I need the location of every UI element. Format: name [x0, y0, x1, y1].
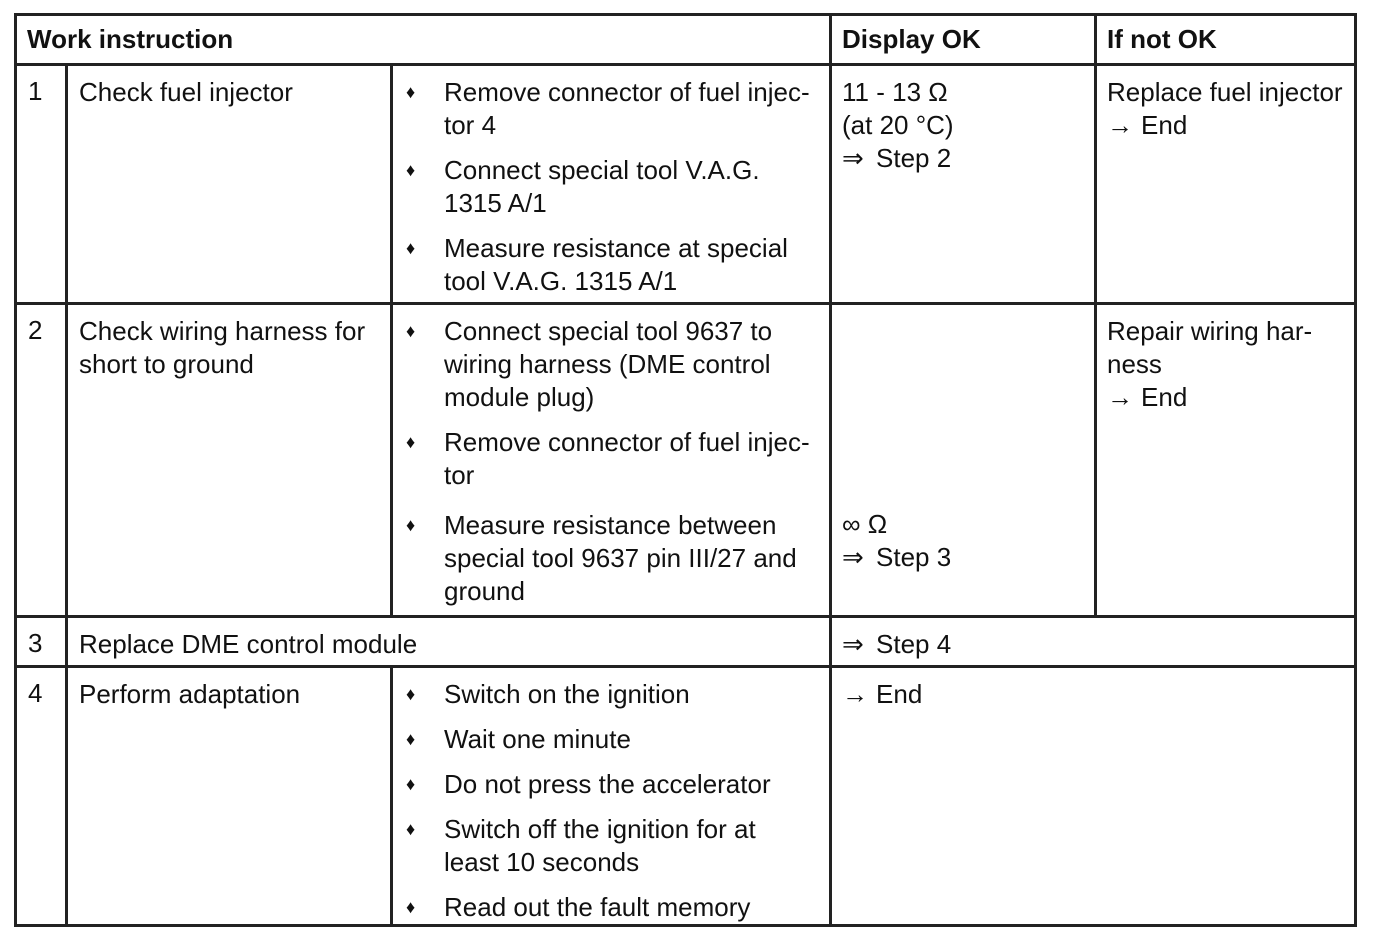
instruction-line: tor — [444, 460, 475, 491]
diamond-bullet-icon: ♦ — [406, 82, 416, 103]
next-step-label: Step 2 — [876, 143, 952, 174]
if-not-ok-action: Repair wiring har- — [1107, 316, 1313, 347]
instruction-line: tool V.A.G. 1315 A/1 — [444, 266, 678, 297]
display-ok-next — [842, 541, 1088, 574]
table-row-step-2 — [16, 304, 1356, 616]
instruction-item — [405, 813, 821, 879]
instruction-item — [405, 154, 821, 220]
header-display-ok: Display OK — [831, 15, 1096, 65]
display-ok-next — [842, 142, 1088, 175]
right-arrow-icon: → — [1107, 110, 1134, 141]
step-number: 4 — [16, 666, 67, 925]
instruction-line: special tool 9637 pin III/27 and — [444, 543, 797, 574]
display-ok-cell — [831, 65, 1096, 304]
instruction-line: Read out the fault memory — [444, 891, 751, 922]
instruction-line: least 10 seconds — [444, 846, 640, 877]
instruction-list — [405, 678, 821, 924]
end-label: End — [876, 678, 923, 709]
instruction-item — [405, 723, 821, 756]
instruction-item — [405, 426, 821, 492]
instruction-item — [405, 678, 821, 711]
if-not-ok-action: ness — [1107, 349, 1162, 380]
instruction-line: Do not press the accelerator — [444, 768, 771, 799]
instruction-line: Connect special tool 9637 to — [444, 316, 773, 347]
instruction-line: module plug) — [444, 382, 595, 413]
display-ok-condition: (at 20 °C) — [842, 110, 954, 141]
instruction-item — [405, 891, 821, 924]
step-number: 2 — [16, 304, 67, 616]
instruction-line: Measure resistance between — [444, 510, 777, 541]
diamond-bullet-icon: ♦ — [406, 160, 416, 181]
diamond-bullet-icon: ♦ — [406, 432, 416, 453]
if-not-ok-cell — [1096, 304, 1356, 616]
instruction-line: Connect special tool V.A.G. — [444, 155, 760, 186]
step-title-text: Check wiring harness for — [79, 316, 366, 347]
instruction-line: Measure resistance at special — [444, 233, 788, 264]
table-row-step-4 — [16, 666, 1356, 925]
header-work-instruction: Work instruction — [16, 15, 831, 65]
instruction-item — [405, 509, 821, 608]
double-arrow-icon: ⇒ — [842, 628, 864, 659]
instruction-line: Remove connector of fuel injec- — [444, 77, 810, 108]
display-ok-cell — [831, 304, 1096, 616]
step-title — [67, 616, 831, 666]
step-title-text: Perform adaptation — [79, 678, 301, 709]
instruction-item — [405, 76, 821, 142]
step-number: 3 — [16, 616, 67, 666]
if-not-ok-next — [1107, 109, 1348, 142]
diamond-bullet-icon: ♦ — [406, 238, 416, 259]
double-arrow-icon: ⇒ — [842, 143, 864, 174]
table-row-step-3 — [16, 616, 1356, 666]
display-ok-next — [842, 628, 1348, 661]
instruction-line: Switch off the ignition for at — [444, 813, 756, 844]
diamond-bullet-icon: ♦ — [406, 818, 416, 839]
header-if-not-ok: If not OK — [1096, 15, 1356, 65]
display-ok-next — [842, 678, 1348, 711]
step-instructions — [392, 304, 831, 616]
if-not-ok-action: Replace fuel injector — [1107, 77, 1343, 108]
if-not-ok-cell — [1096, 65, 1356, 304]
instruction-line: Switch on the ignition — [444, 678, 690, 709]
step-title — [67, 304, 392, 616]
double-arrow-icon: ⇒ — [842, 542, 864, 573]
right-arrow-icon: → — [842, 678, 869, 709]
step-title — [67, 666, 392, 925]
display-ok-value: 11 - 13 Ω — [842, 77, 948, 108]
instruction-line: 1315 A/1 — [444, 188, 547, 219]
right-arrow-icon: → — [1107, 382, 1134, 413]
end-label: End — [1141, 110, 1188, 141]
instruction-item — [405, 315, 821, 414]
display-ok-value: ∞ Ω — [842, 509, 888, 540]
diamond-bullet-icon: ♦ — [406, 773, 416, 794]
next-step-label: Step 4 — [876, 628, 952, 659]
step-title-text: Check fuel injector — [79, 77, 293, 108]
cell-spacer — [842, 315, 1088, 508]
step-number: 1 — [16, 65, 67, 304]
diamond-bullet-icon: ♦ — [406, 683, 416, 704]
diamond-bullet-icon: ♦ — [406, 896, 416, 917]
instruction-line: Remove connector of fuel injec- — [444, 427, 810, 458]
next-step-label: Step 3 — [876, 542, 952, 573]
table-row-step-1 — [16, 65, 1356, 304]
display-ok-cell — [831, 666, 1356, 925]
instruction-line: wiring harness (DME control — [444, 349, 771, 380]
if-not-ok-next — [1107, 381, 1348, 414]
step-title — [67, 65, 392, 304]
diamond-bullet-icon: ♦ — [406, 728, 416, 749]
instruction-line: tor 4 — [444, 110, 497, 141]
instruction-item — [405, 768, 821, 801]
work-instruction-table — [14, 13, 1357, 927]
instruction-line: ground — [444, 576, 525, 607]
instruction-line: Wait one minute — [444, 723, 631, 754]
diamond-bullet-icon: ♦ — [406, 321, 416, 342]
end-label: End — [1141, 382, 1188, 413]
step-instructions — [392, 666, 831, 925]
step-instructions — [392, 65, 831, 304]
instruction-list — [405, 76, 821, 298]
display-ok-cell — [831, 616, 1356, 666]
instruction-list — [405, 315, 821, 608]
instruction-item — [405, 232, 821, 298]
step-title-text: short to ground — [79, 349, 254, 380]
table-header-row — [16, 15, 1356, 65]
diamond-bullet-icon: ♦ — [406, 515, 416, 536]
step-title-text: Replace DME control module — [79, 628, 418, 659]
